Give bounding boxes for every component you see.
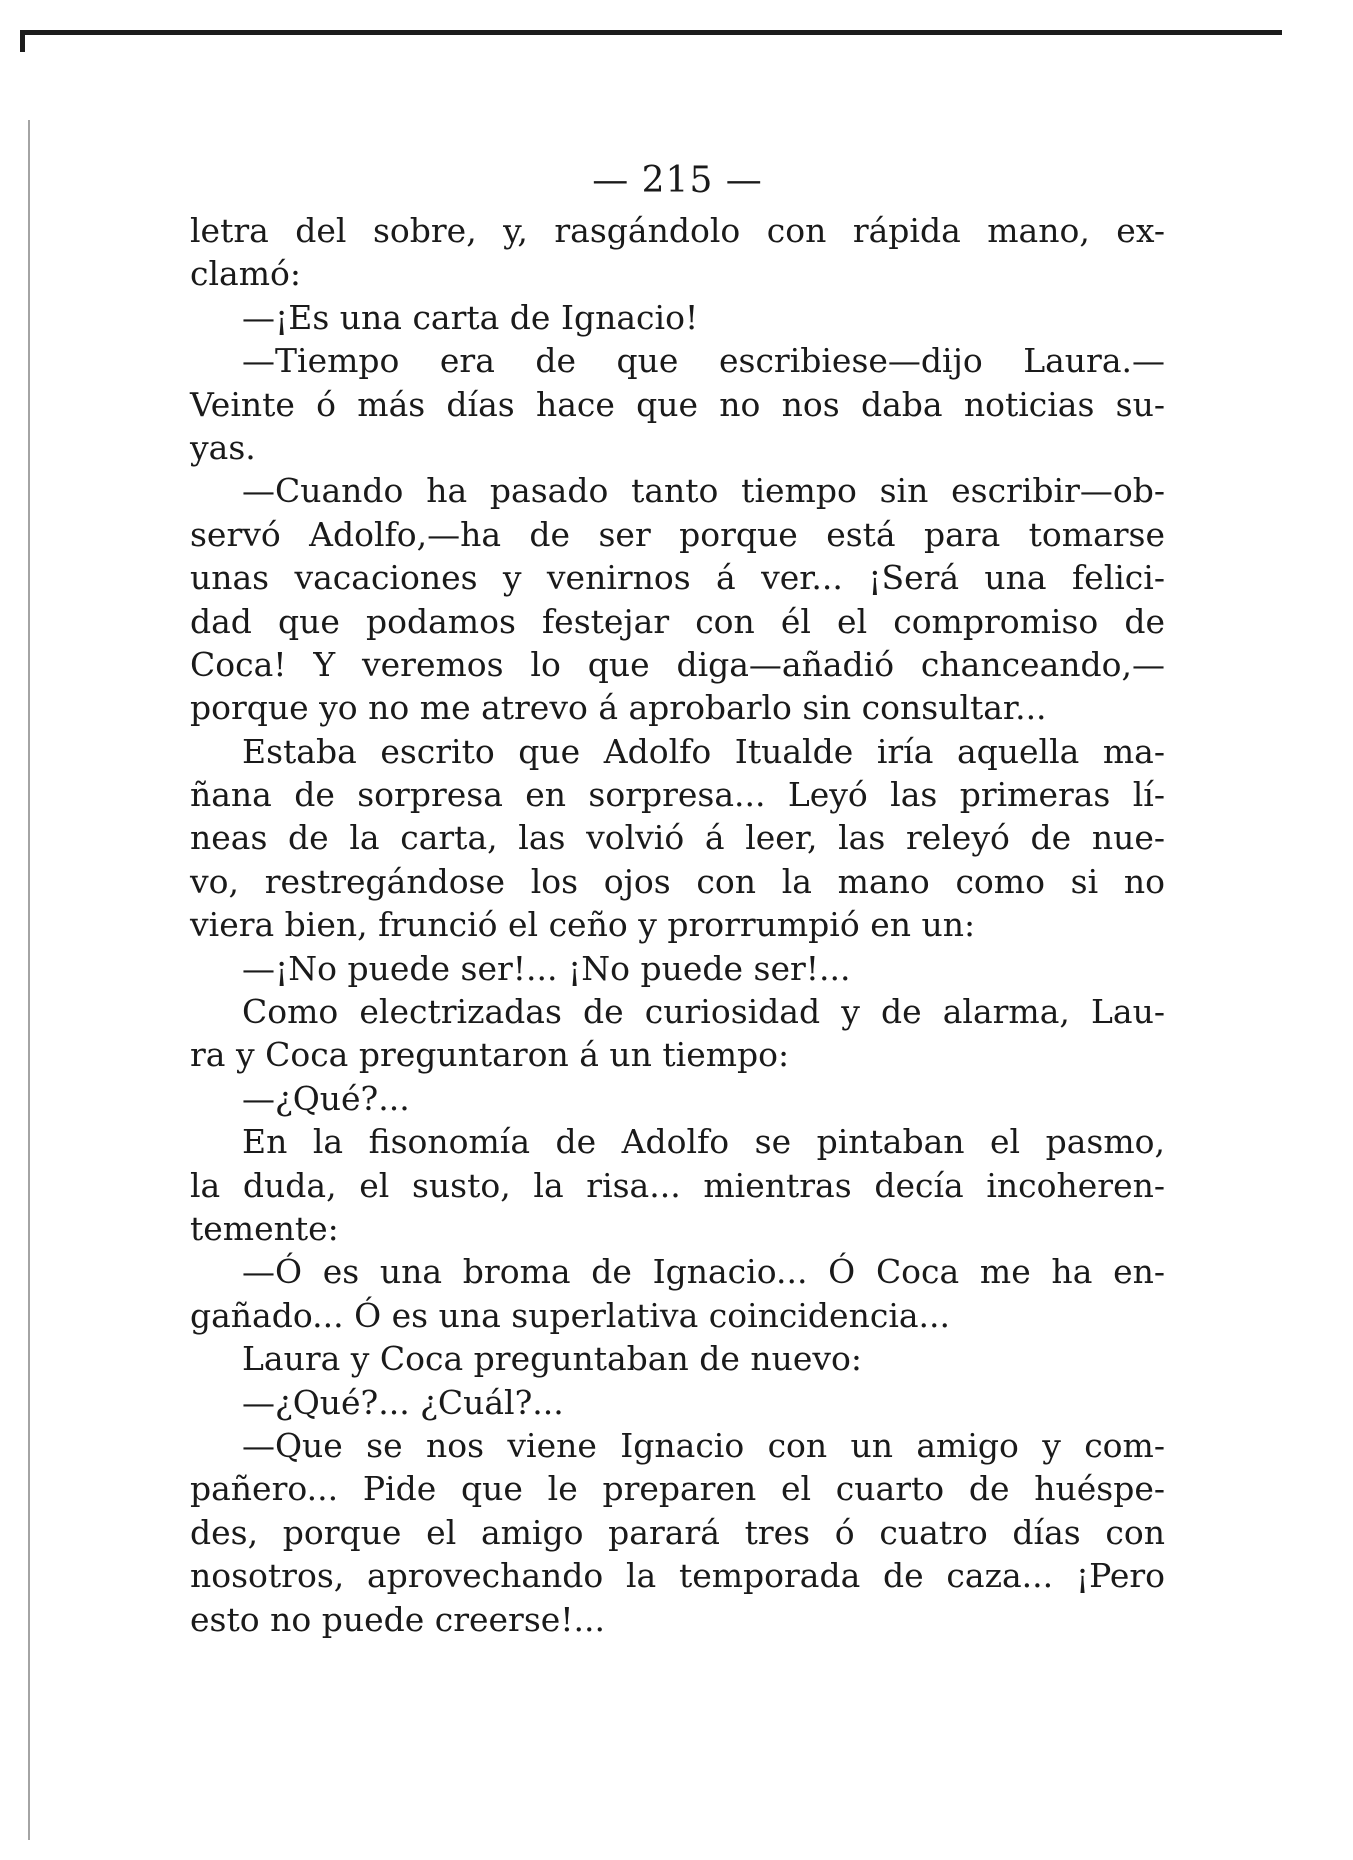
text-line: —Ó es una broma de Ignacio... Ó Coca me ha en-: [242, 1252, 1165, 1292]
text-line: clamó:: [190, 254, 301, 294]
text-line: nosotros, aprovechando la temporada de caza... ¡Pero: [190, 1556, 1165, 1596]
text-line: —Que se nos viene Ignacio con un amigo y com-: [242, 1425, 1165, 1465]
text-line: servó Adolfo,—ha de ser porque está para tomarse: [190, 514, 1165, 554]
text-line: Coca! Y veremos lo que diga—añadió chanceando,—: [190, 644, 1165, 684]
page-text-body: [190, 209, 1165, 1641]
text-line: En la fisonomía de Adolfo se pintaban el pasmo,: [242, 1122, 1165, 1162]
text-line: —Cuando ha pasado tanto tiempo sin escribir—ob-: [242, 471, 1165, 511]
left-page-edge: [28, 120, 30, 1840]
text-line: gañado... Ó es una superlativa coincidencia...: [190, 1295, 951, 1335]
text-line: vo, restregándose los ojos con la mano como si no: [190, 861, 1165, 901]
text-line: Como electrizadas de curiosidad y de alarma, Lau-: [242, 992, 1165, 1032]
text-line: —¿Qué?...: [242, 1078, 410, 1118]
text-line: —¡Es una carta de Ignacio!: [242, 297, 699, 337]
text-line: temente:: [190, 1208, 339, 1248]
text-line: pañero... Pide que le preparen el cuarto de huéspe-: [190, 1469, 1165, 1509]
text-line: Estaba escrito que Adolfo Itualde iría aquella ma-: [242, 731, 1165, 771]
text-line: unas vacaciones y venirnos á ver... ¡Será una felici-: [190, 558, 1165, 598]
text-line: Laura y Coca preguntaban de nuevo:: [242, 1339, 863, 1379]
text-line: ra y Coca preguntaron á un tiempo:: [190, 1035, 790, 1075]
text-line: esto no puede creerse!...: [190, 1599, 606, 1639]
text-line: —¡No puede ser!... ¡No puede ser!...: [242, 948, 851, 988]
text-line: des, porque el amigo parará tres ó cuatro días con: [190, 1512, 1165, 1552]
text-line: yas.: [190, 427, 256, 467]
text-line: dad que podamos festejar con él el compromiso de: [190, 601, 1165, 641]
text-line: viera bien, frunció el ceño y prorrumpió en un:: [190, 905, 976, 945]
book-page: [190, 155, 1165, 1641]
text-line: la duda, el susto, la risa... mientras decía incoheren-: [190, 1165, 1165, 1205]
text-line: —¿Qué?... ¿Cuál?...: [242, 1382, 564, 1422]
text-line: neas de la carta, las volvió á leer, las releyó de nue-: [190, 818, 1165, 858]
top-border-rule: [22, 30, 1282, 35]
text-line: Veinte ó más días hace que no nos daba noticias su-: [190, 384, 1165, 424]
page-number: — 215 —: [592, 160, 763, 201]
text-line: —Tiempo era de que escribiese—dijo Laura.—: [242, 341, 1165, 381]
text-line: ñana de sorpresa en sorpresa... Leyó las primeras lí-: [190, 775, 1165, 815]
text-line: porque yo no me atrevo á aprobarlo sin consultar...: [190, 688, 1047, 728]
text-line: letra del sobre, y, rasgándolo con rápida mano, ex-: [190, 211, 1165, 250]
